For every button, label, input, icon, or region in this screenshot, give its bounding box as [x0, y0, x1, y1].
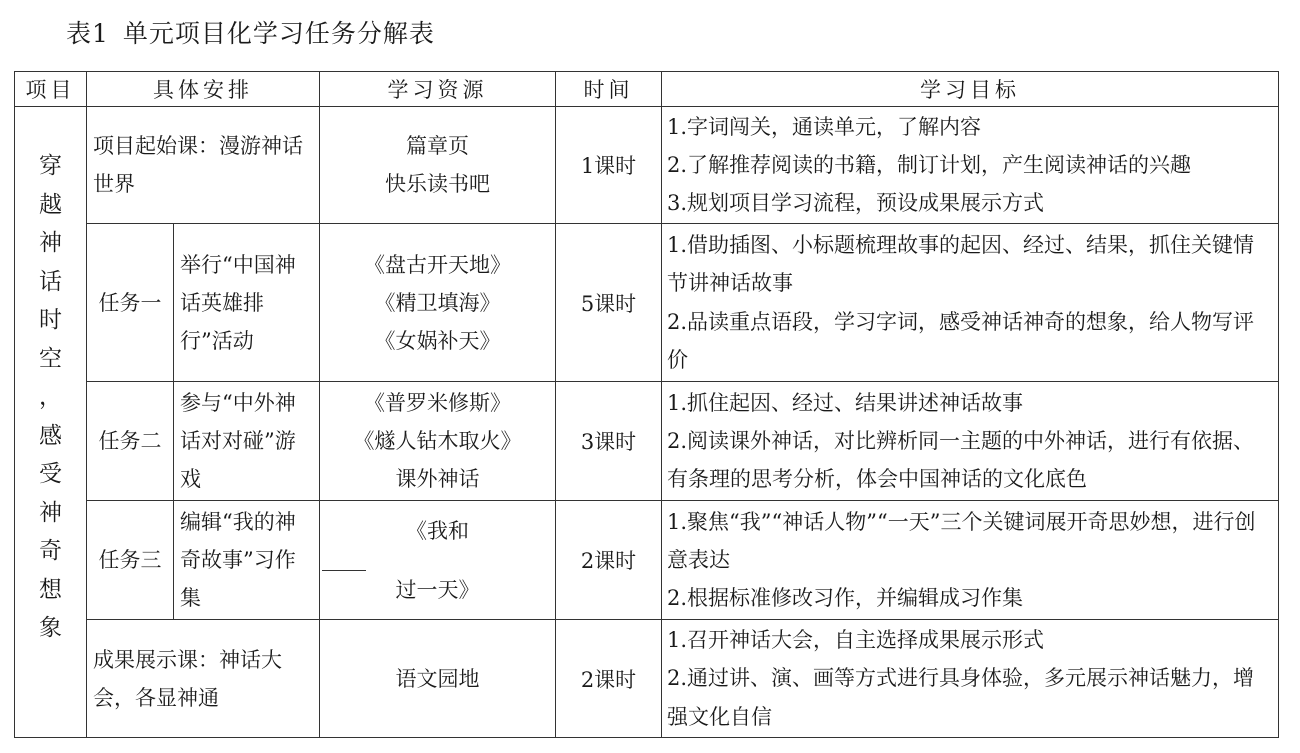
task-label: 任务三: [87, 501, 174, 620]
goal-item: 1.召开神话大会，自主选择成果展示形式: [667, 628, 1045, 653]
project-name-char: 奇: [39, 538, 62, 564]
activity-cell: 编辑“我的神奇故事”习作集: [174, 501, 320, 620]
goal-item: 2.品读重点语段，学习字词，感受神话神奇的想象，给人物写评价: [667, 309, 1255, 372]
goal-item: 2.通过讲、演、画等方式进行具身体验，多元展示神话魅力，增强文化自信: [667, 666, 1255, 729]
project-name-char: 穿: [39, 153, 62, 179]
goal-item: 3.规划项目学习流程，预设成果展示方式: [667, 191, 1045, 216]
goals-cell: [662, 501, 1279, 620]
table-row: [15, 620, 1279, 738]
resource-item: 《普罗米修斯》: [364, 391, 511, 415]
goal-item: 1.抓住起因、经过、结果讲述神话故事: [667, 390, 1024, 415]
project-name-char: 空: [39, 345, 62, 372]
project-name-char: 象: [39, 615, 62, 641]
table-row: [15, 382, 1279, 501]
header-project: 项目: [15, 72, 87, 107]
project-name-char: 时: [39, 307, 62, 333]
caption-number: 表1: [66, 19, 109, 48]
activity-cell: 举行“中国神话英雄排行”活动: [174, 224, 320, 382]
project-name-cell: [15, 107, 87, 738]
project-name-char: 神: [39, 230, 62, 256]
resource-item: 语文园地: [395, 666, 480, 691]
goal-item: 1.借助插图、小标题梳理故事的起因、经过、结果，抓住关键情节讲神话故事: [667, 232, 1255, 296]
project-name-char: 越: [39, 191, 62, 218]
caption-title: 单元项目化学习任务分解表: [122, 19, 435, 48]
resource-item: 《盘古开天地》: [364, 252, 511, 277]
project-name-char: 想: [39, 576, 62, 603]
header-row: [15, 72, 1279, 107]
goal-item: 1.聚焦“我”“神话人物”“一天”三个关键词展开奇思妙想，进行创意表达: [667, 509, 1256, 572]
resource-prefix: 《我和: [406, 518, 469, 543]
header-goals: 学习目标: [662, 72, 1279, 107]
header-resources: 学习资源: [320, 72, 556, 107]
goal-item: 1.字词闯关，通读单元，了解内容: [667, 114, 982, 139]
resources-cell: [320, 382, 556, 501]
resources-cell: [320, 107, 556, 224]
goals-cell: [662, 107, 1279, 224]
resource-item: 快乐读书吧: [385, 172, 490, 196]
goal-item: 2.根据标准修改习作，并编辑成习作集: [667, 586, 1024, 611]
header-arrangement: 具体安排: [87, 72, 320, 107]
project-name-char: 受: [39, 461, 62, 487]
resource-item: 篇章页: [406, 134, 469, 158]
header-time: 时间: [556, 72, 662, 107]
time-cell: 5课时: [556, 224, 662, 382]
project-name-char: ，: [39, 384, 62, 410]
time-cell: 2课时: [556, 620, 662, 738]
task-label: 任务一: [87, 224, 174, 382]
resources-cell: [320, 501, 556, 620]
goals-cell: [662, 224, 1279, 382]
table-row: [15, 501, 1279, 620]
goals-cell: [662, 620, 1279, 738]
arrangement-cell: 项目起始课：漫游神话世界: [87, 107, 320, 224]
table-row: [15, 224, 1279, 382]
goal-item: 2.阅读课外神话，对比辨析同一主题的中外神话，进行有依据、有条理的思考分析，体会中国神话的文化底色: [667, 428, 1255, 492]
resources-cell: [320, 224, 556, 382]
project-name-char: 话: [39, 268, 62, 295]
resource-item: 《精卫填海》: [374, 290, 501, 315]
goal-item: 2.了解推荐阅读的书籍，制订计划，产生阅读神话的兴趣: [667, 152, 1192, 177]
time-cell: 1课时: [556, 107, 662, 224]
table-caption: [66, 14, 435, 54]
resource-item: 《燧人钻木取火》: [353, 429, 522, 453]
goals-cell: [662, 382, 1279, 501]
arrangement-cell: 成果展示课：神话大会，各显神通: [87, 620, 320, 738]
project-name-char: 神: [39, 499, 62, 526]
resource-suffix: 过一天》: [395, 577, 480, 602]
fill-in-blank: [322, 550, 366, 571]
task-label: 任务二: [87, 382, 174, 501]
task-breakdown-table: [14, 71, 1279, 738]
table-row: [15, 107, 1279, 224]
resource-item: 《女娲补天》: [374, 328, 501, 353]
project-name-char: 感: [39, 422, 62, 449]
activity-cell: 参与“中外神话对对碰”游戏: [174, 382, 320, 501]
resource-item: 课外神话: [395, 467, 480, 491]
time-cell: 2课时: [556, 501, 662, 620]
time-cell: 3课时: [556, 382, 662, 501]
resources-cell: [320, 620, 556, 738]
